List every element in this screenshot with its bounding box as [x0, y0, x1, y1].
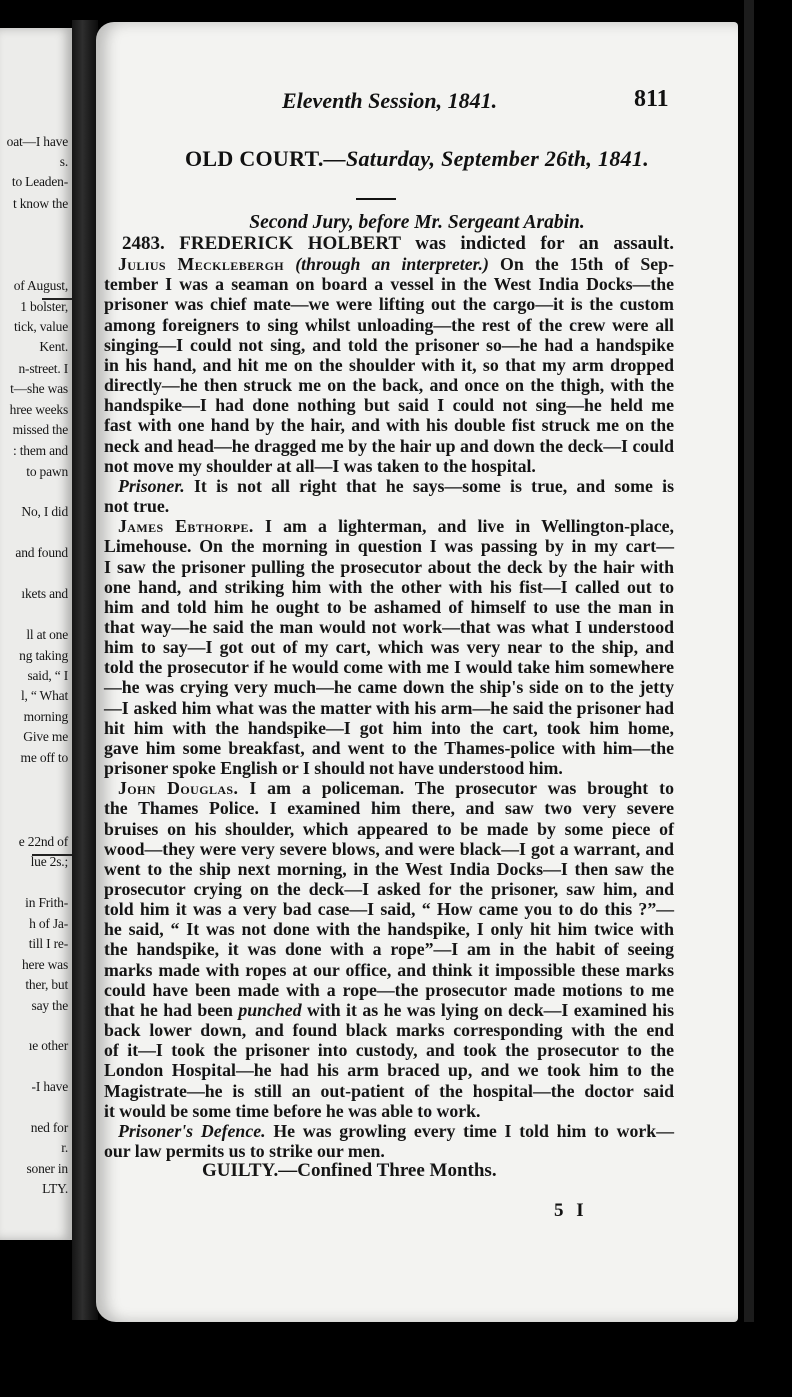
page-header	[96, 86, 738, 126]
left-page-line: ıkets and	[21, 586, 68, 601]
charge: was indicted for an assault.	[415, 233, 675, 254]
verdict: GUILTY.—Confined Three Months.	[202, 1160, 497, 1182]
left-page-line: ther, but	[25, 977, 68, 992]
text-line: prisoner was chief mate—we were lifting out the cargo—it is the custom	[104, 294, 674, 315]
text-line: him and told him he ought to be ashamed of himself to use the man in	[104, 596, 674, 617]
defendant-name: FREDERICK HOLBERT	[179, 233, 401, 254]
left-page-line: tick, value	[13, 319, 68, 334]
left-page-line: in Frith-	[25, 895, 68, 910]
left-page-line: LTY.	[42, 1181, 68, 1196]
case-number: 2483.	[122, 233, 165, 254]
left-page-line: ll at one	[26, 627, 68, 642]
text-line: prisoner spoke English or I should not have understood him.	[104, 758, 563, 779]
left-page-line: n-street. I	[18, 361, 68, 376]
text-line: —I asked him what was the matter with his arm—he said the prisoner had	[104, 697, 674, 718]
text-line: one hand, and striking him with the other with his fist—I called out to	[104, 576, 674, 597]
left-page-line: h of Ja-	[29, 916, 68, 931]
text-line	[104, 254, 674, 274]
text-line: tember I was a seaman on board a vessel in the West India Docks—the	[104, 274, 674, 295]
left-page-line: 1 bolster,	[20, 299, 68, 314]
left-page-line: r.	[61, 1140, 68, 1155]
text-segment: I am a lighterman, and live in Wellington-place,	[264, 516, 674, 537]
section-divider	[356, 198, 396, 200]
text-line: that way—he said the man would not work—that was what I understood	[104, 616, 674, 637]
text-line: directly—he then struck me on the back, and once on the thigh, with the	[104, 375, 674, 396]
text-line: fast with one hand by the hair, and with his double fist struck me on the	[104, 415, 674, 436]
text-line: —he was crying very much—he came down the ship's side on to the jetty	[104, 677, 674, 698]
left-page-line: l, “ What	[20, 688, 68, 703]
left-page-line: here was	[22, 957, 68, 972]
text-line: handspike—I had done nothing but said I could not sing—he held me	[104, 395, 674, 416]
left-page-line: s.	[59, 154, 68, 169]
left-page-line: missed the	[12, 422, 68, 437]
text-segment: On the 15th of Sep-	[500, 254, 674, 275]
left-page-line: Kent.	[39, 339, 68, 354]
left-page-line: ng taking	[19, 648, 68, 663]
left-page-line: Give me	[23, 729, 68, 744]
text-line: back lower down, and found black marks corresponding with the end	[104, 1020, 674, 1041]
text-segment: He was growling every time I told him to work—	[273, 1120, 674, 1141]
left-page-line: of August,	[13, 278, 68, 293]
signature-mark: 5 I	[554, 1200, 588, 1221]
left-page-line: ıe other	[28, 1038, 68, 1053]
left-page-line: No, I did	[21, 504, 68, 519]
text-line: I saw the prisoner pulling the prosecutor about the deck by the hair with	[104, 556, 674, 577]
left-page-line: ned for	[30, 1120, 68, 1135]
text-line: singing—I could not sing, and told the prisoner so—he had a handspike	[104, 334, 674, 355]
left-page-line: lue 2s.;	[30, 854, 68, 869]
emphasis: punched	[238, 999, 302, 1020]
text-line: could have been made with a rope—the prosecutor made motions to me	[104, 979, 674, 1000]
text-line: of it—I took the prisoner into custody, and took the prosecutor to the	[104, 1040, 674, 1061]
left-page-line: say the	[31, 998, 68, 1013]
left-facing-page	[0, 28, 74, 1240]
text-line: neck and head—he dragged me by the hair up and down the deck—I could	[104, 435, 674, 456]
text-line: bruises on his shoulder, which appeared to be made by some piece of	[104, 818, 674, 839]
witness-note: (through an interpreter.)	[295, 254, 489, 275]
witness-name: James Ebthorpe.	[118, 516, 254, 537]
text-line: Magistrate—he is still an out-patient of the hospital—the doctor said	[104, 1080, 674, 1101]
left-page-line: t—she was	[10, 381, 68, 396]
running-head: Eleventh Session, 1841.	[282, 88, 498, 113]
witness-name: Julius Mecklebergh	[118, 254, 285, 275]
left-page-line: to Leaden-	[11, 174, 68, 189]
speaker-label: Prisoner.	[118, 475, 185, 496]
left-page-line: said, “ I	[27, 668, 68, 683]
text-line: in his hand, and hit me on the shoulder with it, so that my arm dropped	[104, 354, 674, 375]
left-page-line: : them and	[13, 443, 68, 458]
text-line	[104, 778, 674, 798]
scan-bottom-border	[0, 1322, 792, 1397]
text-segment: that he had been	[104, 999, 233, 1020]
left-page-line: soner in	[26, 1161, 68, 1176]
witness-name: John Douglas.	[118, 778, 239, 799]
left-page-line: me off to	[20, 750, 68, 765]
left-page-line: e 22nd of	[18, 834, 68, 849]
left-page-line: and found	[15, 545, 68, 560]
jury-line: Second Jury, before Mr. Sergeant Arabin.	[249, 212, 585, 233]
left-page-line: morning	[23, 709, 68, 724]
text-line: our law permits us to strike our men.	[104, 1141, 385, 1162]
text-line	[104, 516, 674, 536]
text-line: not move my shoulder at all—I was taken to the hospital.	[104, 455, 536, 476]
court-date: —Saturday, September 26th, 1841.	[323, 146, 650, 171]
left-page-line: till I re-	[28, 936, 68, 951]
text-line: wood—they were very severe blows, and were black—I got a warrant, and	[104, 838, 674, 859]
text-segment: I am a policeman. The prosecutor was brought to	[249, 778, 674, 799]
text-line	[104, 476, 674, 496]
text-line: not true.	[104, 496, 170, 517]
text-line: London Hospital—he had his arm braced up, and we took him to the	[104, 1060, 674, 1081]
text-line: Limehouse. On the morning in question I was passing by in my cart—	[104, 536, 674, 557]
left-page-line: to pawn	[26, 464, 68, 479]
text-line: him to say—I got out of my cart, which was very near to the ship, and	[104, 637, 674, 658]
text-line	[104, 1000, 674, 1020]
court-heading	[96, 146, 738, 172]
text-line: among foreigners to sing whilst unloading—the rest of the crew were all	[104, 314, 674, 335]
text-line: marks made with ropes at our office, and think it impossible these marks	[104, 959, 674, 980]
text-line: prosecutor crying on the deck—I asked for the prisoner, saw him, and	[104, 879, 674, 899]
text-line: hit him with the handspike—I got him into the cart, took him home,	[104, 717, 674, 738]
text-line: it would be some time before he was able to work.	[104, 1100, 481, 1121]
page-edge-sliver	[744, 0, 754, 1397]
left-page-line: oat—I have	[6, 134, 68, 149]
text-line: told the prosecutor if he would come with me I would take him somewhere	[104, 657, 674, 678]
left-page-line: t know the	[13, 196, 68, 211]
text-segment: with it as he was lying on deck—I examined his	[307, 999, 674, 1020]
text-line: he said, “ It was not done with the handspike, I only hit him twice with	[104, 919, 674, 940]
text-line: the handspike, it was done with a rope”—I am in the habit of seeing	[104, 939, 674, 960]
page-number: 811	[634, 86, 669, 112]
text-line: the Thames Police. I examined him there, and saw two very severe	[104, 798, 674, 819]
text-line: told him it was a very bad case—I said, “ How came you to do this ?”—	[104, 899, 674, 920]
text-line: went to the ship next morning, in the West India Docks—I then saw the	[104, 858, 674, 879]
book-gutter	[72, 20, 98, 1320]
left-page-line: -I have	[31, 1079, 68, 1094]
left-page-line: hree weeks	[9, 402, 68, 417]
text-line: gave him some breakfast, and went to the Thames-police with him—the	[104, 737, 674, 758]
case-heading	[104, 234, 674, 254]
text-segment: It is not all right that he says—some is true, and some is	[193, 475, 674, 496]
page-811	[96, 22, 738, 1322]
text-line	[104, 1121, 674, 1141]
speaker-label: Prisoner's Defence.	[118, 1120, 266, 1141]
trial-report	[104, 234, 674, 1181]
court-name: OLD COURT.	[184, 146, 324, 171]
